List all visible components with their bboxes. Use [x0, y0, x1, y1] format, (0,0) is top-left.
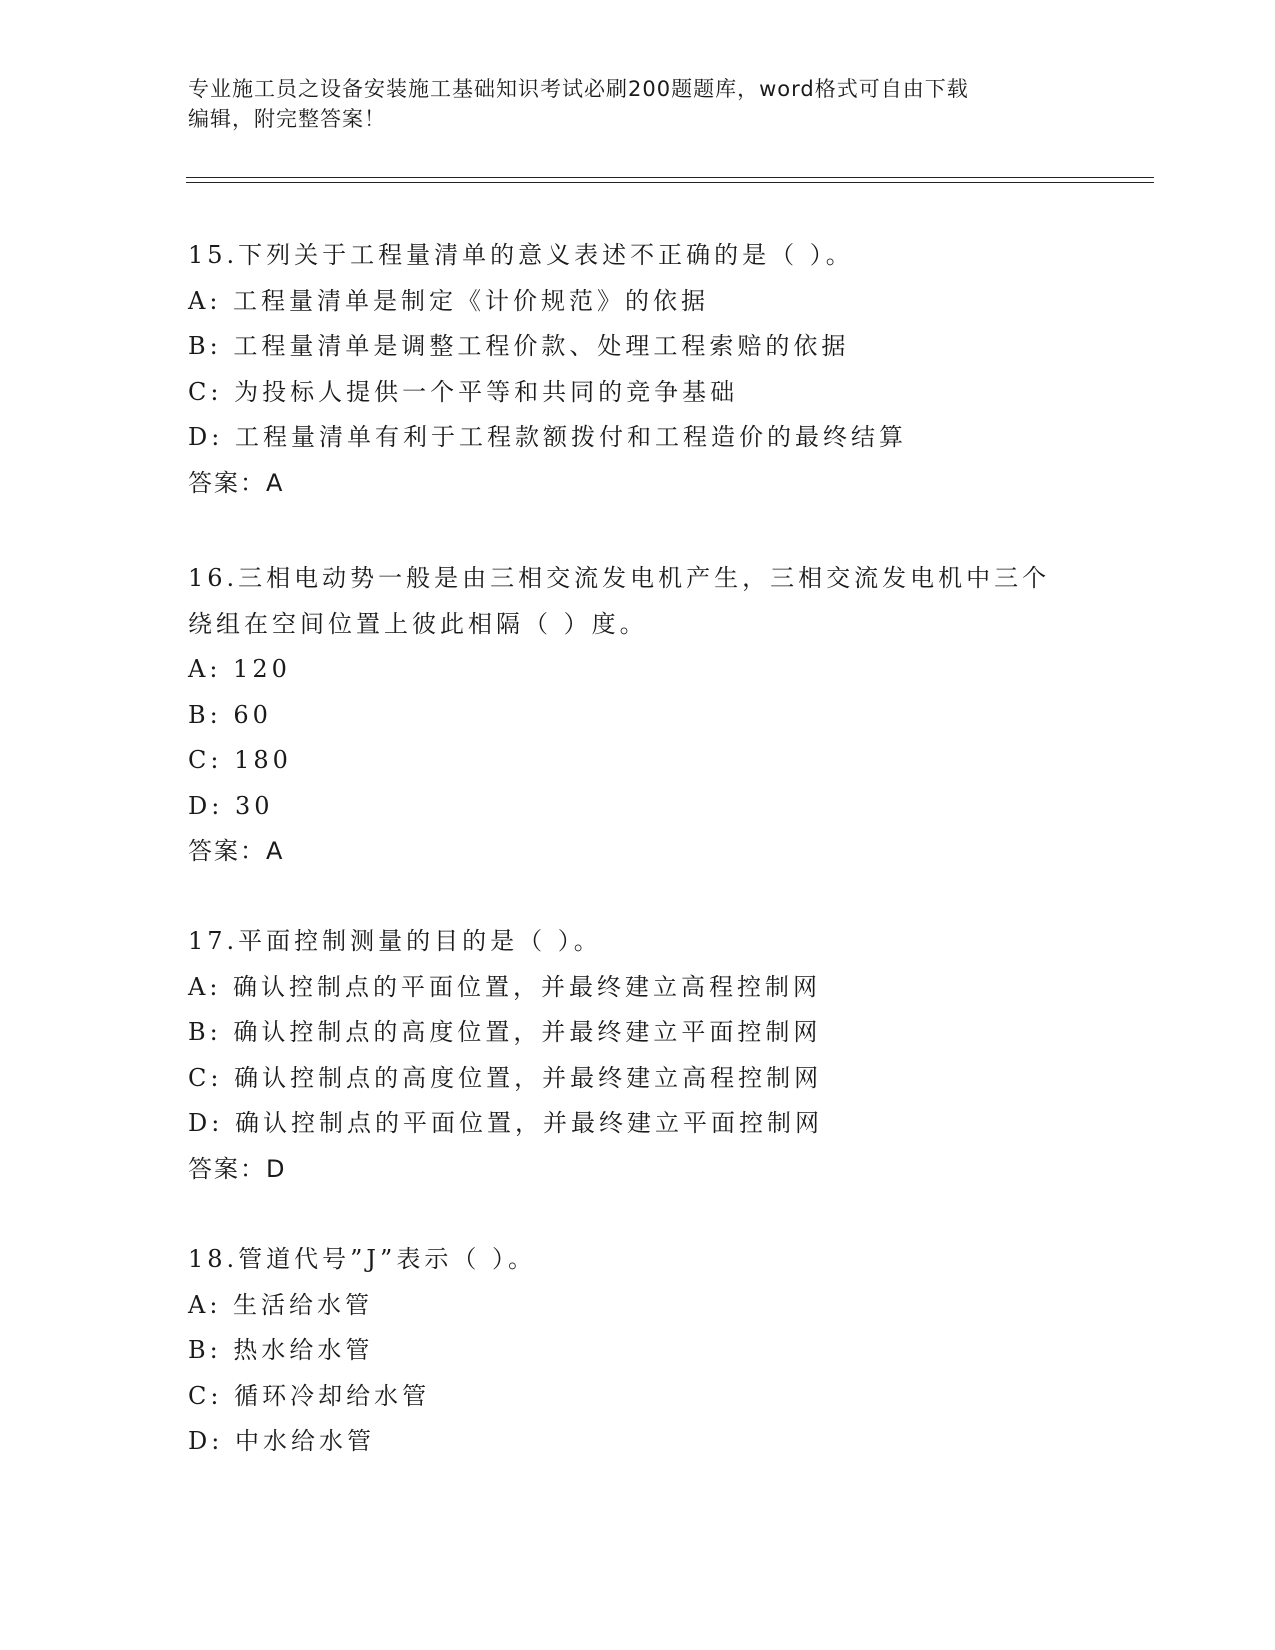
- option-d: D: 中水给水管: [188, 1427, 375, 1455]
- question-17: [188, 919, 1108, 1192]
- option-b: B: 确认控制点的高度位置，并最终建立平面控制网: [188, 1018, 822, 1046]
- question-15: [188, 233, 1108, 506]
- option-d: D: 30: [188, 791, 274, 820]
- question-stem: 15.下列关于工程量清单的意义表述不正确的是（ ）。: [188, 241, 854, 269]
- option-b: B: 工程量清单是调整工程价款、处理工程索赔的依据: [188, 332, 850, 360]
- option-b: B: 60: [188, 700, 272, 729]
- header-line-1: 专业施工员之设备安装施工基础知识考试必刷200题题库，word格式可自由下载: [188, 77, 969, 101]
- header-divider-top: [186, 177, 1154, 178]
- question-16: [188, 556, 1108, 875]
- option-c: C: 为投标人提供一个平等和共同的竞争基础: [188, 377, 739, 406]
- document-header: [188, 74, 1088, 134]
- question-stem: 16.三相电动势一般是由三相交流发电机产生，三相交流发电机中三个: [188, 564, 1051, 592]
- option-c: C: 循环冷却给水管: [188, 1381, 431, 1410]
- option-a: A: 120: [188, 655, 291, 683]
- option-a: A: 确认控制点的平面位置，并最终建立高程控制网: [188, 972, 822, 1001]
- option-b: B: 热水给水管: [188, 1336, 374, 1364]
- question-stem: 18.管道代号”J”表示（ ）。: [188, 1245, 536, 1273]
- option-c: C: 180: [188, 746, 292, 774]
- question-18: [188, 1237, 1108, 1465]
- header-divider-bottom: [186, 182, 1154, 183]
- question-stem: 17.平面控制测量的目的是（ ）。: [188, 927, 602, 955]
- answer-line: 答案：A: [188, 837, 285, 865]
- option-d: D: 工程量清单有利于工程款额拨付和工程造价的最终结算: [188, 423, 907, 451]
- option-c: C: 确认控制点的高度位置，并最终建立高程控制网: [188, 1063, 823, 1092]
- header-line-2: 编辑，附完整答案！: [188, 107, 386, 131]
- question-stem-continued: 绕组在空间位置上彼此相隔（ ）度。: [188, 609, 648, 638]
- answer-line: 答案：A: [188, 468, 285, 497]
- answer-line: 答案：D: [188, 1154, 287, 1183]
- option-a: A: 生活给水管: [188, 1290, 374, 1319]
- option-d: D: 确认控制点的平面位置，并最终建立平面控制网: [188, 1109, 823, 1137]
- option-a: A: 工程量清单是制定《计价规范》的依据: [188, 286, 710, 315]
